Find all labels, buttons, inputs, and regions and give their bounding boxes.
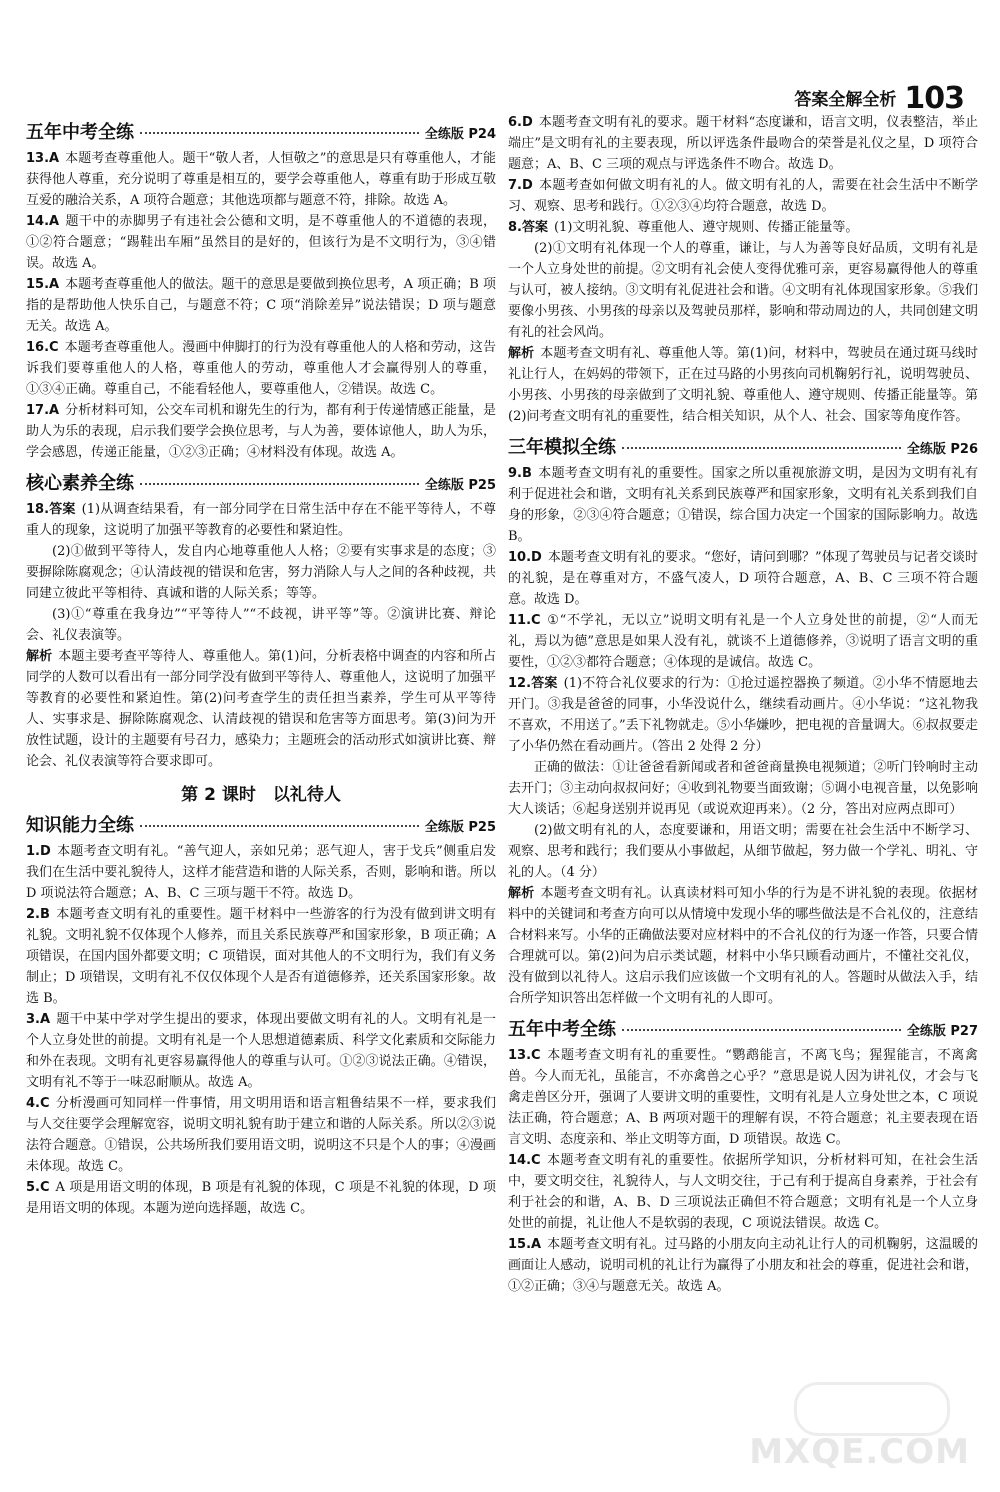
answer-item bbox=[26, 400, 496, 463]
answer-number: 14.C bbox=[508, 1153, 541, 1168]
answer-text: 分析漫画可知同样一件事情，用文明用语和语言粗鲁结果不一样，要求我们与人交往要学会理解宽容，说明文明礼貌有助于建立和谐的人际关系。所以②③说法符合题意。①错误，公共场所我们要用语文明，说明这不只是个人的事；④漫画未体现。故选 C。 bbox=[26, 1096, 496, 1174]
answer-text: 题干中的赤脚男子有违社会公德和文明，是不尊重他人的不道德的表现，①②符合题意；“踢鞋出车厢”虽然目的是好的，但该行为是不文明行为，③④错误。故选 A。 bbox=[26, 214, 496, 271]
section-page-ref: 全练版 P25 bbox=[424, 478, 496, 493]
answer-list bbox=[508, 1045, 978, 1297]
answer-item bbox=[26, 337, 496, 400]
answer-number: 15.A bbox=[26, 277, 60, 292]
watermark-text: MXQE.COM bbox=[749, 1432, 970, 1472]
answer-item bbox=[508, 883, 978, 1009]
answer-item bbox=[26, 274, 496, 337]
answer-number: 16.C bbox=[26, 340, 59, 355]
answer-number: 10.D bbox=[508, 550, 542, 565]
answer-number: 1.D bbox=[26, 844, 51, 859]
header-title: 答案全解全析 bbox=[794, 90, 897, 110]
dotted-leader bbox=[622, 447, 901, 449]
section-title: 五年中考全练 bbox=[26, 122, 134, 143]
answer-item bbox=[26, 604, 496, 646]
answer-item bbox=[26, 1009, 496, 1093]
answer-text: (1)从调查结果看，有一部分同学在日常生活中存在不能平等待人，不尊重人的现象，这说明了加强平等教育的必要性和紧迫性。 bbox=[26, 502, 496, 538]
dotted-leader bbox=[622, 1029, 901, 1031]
answer-item bbox=[508, 757, 978, 820]
answer-number: 6.D bbox=[508, 115, 533, 130]
answer-text: 本题考查尊重他人。漫画中伸脚打的行为没有尊重他人的人格和劳动，这告诉我们要尊重他人的人格，尊重他人的劳动，尊重他人才会赢得别人的尊重，①③④正确。尊重自己，不能看轻他人，要尊重他人，②错误。故选 C。 bbox=[26, 340, 496, 397]
answer-item bbox=[26, 148, 496, 211]
dotted-leader bbox=[140, 132, 419, 134]
answer-list bbox=[508, 463, 978, 1009]
answer-item bbox=[26, 211, 496, 274]
answer-text: 本题主要考查平等待人、尊重他人。第(1)问，分析表格中调查的内容和所占同学的人数可以看出有一部分同学没有做到平等待人、尊重他人，这说明了加强平等教育的必要性和紧迫性。第(2)问考查学生的责任担当素养，学生可从平等待人、实事求是、摒除陈腐观念、认清歧视的错误和危害等方面思考。第(3)问为开放性试题，设计的主题要有号召力，感染力；主题班会的活动形式如演讲比赛、辩论会、礼仪表演等符合要求即可。 bbox=[26, 649, 496, 769]
answer-text: (1)不符合礼仪要求的行为：①抢过遥控器换了频道。②小华不情愿地去开门。③我是爸爸的同事，小华没说什么，继续看动画片。④小华说：“这礼物我不喜欢，不用送了。”丢下礼物就走。⑤小华嫌吵，把电视的音量调大。⑥叔叔要走了小华仍然在看动画片。（答出 2 处得 2 分） bbox=[508, 676, 978, 754]
answer-item bbox=[508, 1150, 978, 1234]
section-page-ref: 全练版 P25 bbox=[424, 820, 496, 835]
answer-text: 本题考查文明有礼的要求。题干材料“态度谦和，语言文明，仪表整洁，举止端庄”是文明有礼的主要表现，所以评选条件最吻合的荣誉是礼仪之星，D 项符合题意；A、B、C 三项的观点与评选条件不吻合。故选 D。 bbox=[508, 115, 978, 172]
section-header bbox=[508, 433, 978, 459]
answer-item bbox=[508, 1045, 978, 1150]
section-title: 五年中考全练 bbox=[508, 1019, 616, 1040]
answer-text: (1)文明礼貌、尊重他人、遵守规则、传播正能量等。 bbox=[553, 220, 859, 235]
answer-list bbox=[26, 841, 496, 1219]
section-header bbox=[26, 118, 496, 144]
answer-text: 本题考查文明有礼的重要性。国家之所以重视旅游文明，是因为文明有礼有利于促进社会和谐，文明有礼关系到民族尊严和国家形象，文明有礼关系到我们自身的形象，②③④符合题意；①错误，综合国力决定一个国家的国际影响力。故选 B。 bbox=[508, 466, 978, 544]
answer-number: 8.答案 bbox=[508, 220, 548, 235]
dotted-leader bbox=[140, 483, 419, 485]
answer-text: (2)做文明有礼的人，态度要谦和，用语文明；需要在社会生活中不断学习、观察、思考和践行；我们要从小事做起，从细节做起，努力做一个学礼、明礼、守礼的人。（4 分） bbox=[508, 823, 978, 880]
answer-item bbox=[508, 463, 978, 547]
answer-item bbox=[26, 1093, 496, 1177]
answer-number: 18.答案 bbox=[26, 502, 76, 517]
right-column bbox=[508, 112, 978, 1297]
answer-item bbox=[508, 820, 978, 883]
answer-number: 13.A bbox=[26, 151, 60, 166]
answer-list bbox=[26, 499, 496, 772]
page-number: 103 bbox=[904, 81, 964, 116]
answer-text: 题干中某中学对学生提出的要求，体现出要做文明有礼的人。文明有礼是一个人立身处世的前提。文明有礼是一个人思想道德素质、科学文化素质和交际能力和外在表现。文明有礼更容易赢得他人的尊重与认可。①②③说法正确。④错误，文明有礼不等于一味忍耐顺从。故选 A。 bbox=[26, 1012, 496, 1090]
answer-text: 本题考查尊重他人。题干“敬人者，人恒敬之”的意思是只有尊重他人，才能获得他人尊重，充分说明了尊重是相互的，要学会尊重他人，尊重有助于形成互敬互爱的融洽关系，A 项符合题意；其他选项都与题意不符，排除。故选 A。 bbox=[26, 151, 496, 208]
answer-number: 13.C bbox=[508, 1048, 541, 1063]
answer-text: 本题考查如何做文明有礼的人。做文明有礼的人，需要在社会生活中不断学习、观察、思考和践行。①②③④均符合题意，故选 D。 bbox=[508, 178, 978, 214]
answer-text: 正确的做法：①让爸爸看新闻或者和爸爸商量换电视频道；②听门铃响时主动去开门；③主动向叔叔问好；④收到礼物要当面致谢；⑤调小电视音量，以免影响大人谈话；⑥起身送别并说再见（或说欢迎再来）。（2 分，答出对应两点即可） bbox=[508, 760, 978, 817]
answer-number: 9.B bbox=[508, 466, 532, 481]
answer-list bbox=[508, 112, 978, 427]
answer-number: 解析 bbox=[508, 886, 535, 901]
answer-text: 本题考查文明有礼的重要性。“鹦鹉能言，不离飞鸟；猩猩能言，不离禽兽。今人而无礼，虽能言，不亦禽兽之心乎？”意思是说人因为讲礼仪，才会与飞禽走兽区分开，强调了人要讲文明的重要性，文明有礼是人立身处世之本，C 项说法正确，符合题意；A、B 两项对题干的理解有误，不符合题意；礼主要表现在语言文明、态度亲和、举止文明等方面，D 项错误。故选 C。 bbox=[508, 1048, 978, 1147]
answer-item bbox=[508, 1234, 978, 1297]
answer-text: 本题考查文明有礼的重要性。题干材料中一些游客的行为没有做到讲文明有礼貌。文明礼貌不仅体现个人修养，而且关系民族尊严和国家形象，B 项正确；A 项错误，在国内国外都要文明；C 项错误，面对其他人的不文明行为，我们有义务制止；D 项错误，文明有礼不仅仅体现个人是否有道德修养，还关系国家形象。故选 B。 bbox=[26, 907, 496, 1006]
section-title: 知识能力全练 bbox=[26, 815, 134, 836]
answer-text: 本题考查文明有礼的重要性。依据所学知识，分析材料可知，在社会生活中，要文明交往，礼貌待人，与人文明交往，于己有利于提高自身素养，于社会有利于社会的和谐，A、B、D 三项说法正确但不符合题意；文明有礼是一个人立身处世的前提，礼让他人不是软弱的表现，C 项说法错误。故选 C。 bbox=[508, 1153, 978, 1231]
section-header bbox=[508, 1015, 978, 1041]
answer-text: 本题考查文明有礼。“善气迎人，亲如兄弟；恶气迎人，害于戈兵”侧重启发我们在生活中要礼貌待人，这样才能营造和谐的人际关系，否则，影响和谐。所以 D 项说法符合题意；A、B、C 三项与题干不符。故选 D。 bbox=[26, 844, 496, 901]
answer-text: 本题考查尊重他人的做法。题干的意思是要做到换位思考，A 项正确；B 项指的是帮助他人快乐自己，与题意不符；C 项“消除差异”说法错误；D 项与题意无关。故选 A。 bbox=[26, 277, 496, 334]
section-page-ref: 全练版 P24 bbox=[424, 127, 496, 142]
section-title: 三年模拟全练 bbox=[508, 437, 616, 458]
answer-text: 本题考查文明有礼。认真读材料可知小华的行为是不讲礼貌的表现。依据材料中的关键词和考查方向可以从情境中发现小华的哪些做法是不合礼仪的，注意结合材料来写。小华的正确做法要对应材料中的不合礼仪的行为逐一作答，只要合情合理就可以。第(2)问为启示类试题，材料中小华只顾看动画片，不懂社交礼仪，没有做到以礼待人。这启示我们应该做一个文明有礼的人。答题时从做法入手，结合所学知识答出怎样做一个文明有礼的人即可。 bbox=[508, 886, 978, 1006]
answer-number: 12.答案 bbox=[508, 676, 558, 691]
answer-number: 解析 bbox=[26, 649, 53, 664]
section-header bbox=[26, 469, 496, 495]
watermark bbox=[749, 1382, 970, 1472]
answer-text: 本题考查文明有礼。过马路的小朋友向主动礼让行人的司机鞠躬，这温暖的画面让人感动，说明司机的礼让行为赢得了小朋友和社会的尊重，促进社会和谐，①②正确；③④与题意无关。故选 A。 bbox=[508, 1237, 978, 1294]
answer-text: (2)①做到平等待人，发自内心地尊重他人人格；②要有实事求是的态度；③要摒除陈腐观念；④认清歧视的错误和危害，努力消除人与人之间的各种歧视，共同建立彼此平等相待、真诚和谐的人际关系；等等。 bbox=[26, 544, 496, 601]
answer-item bbox=[26, 499, 496, 541]
answer-item bbox=[26, 841, 496, 904]
answer-number: 7.D bbox=[508, 178, 533, 193]
left-column bbox=[26, 112, 496, 1219]
answer-text: A 项是用语文明的体现，B 项是有礼貌的体现，C 项是不礼貌的体现，D 项是用语文明的体现。本题为逆向选择题，故选 C。 bbox=[26, 1180, 496, 1216]
section-title: 核心素养全练 bbox=[26, 473, 134, 494]
section-header bbox=[26, 811, 496, 837]
answer-item bbox=[508, 112, 978, 175]
answer-text: (3)①“尊重在我身边”“平等待人”“不歧视，讲平等”等。②演讲比赛、辩论会、礼仪表演等。 bbox=[26, 607, 496, 643]
dotted-leader bbox=[140, 825, 419, 827]
page-header bbox=[794, 70, 964, 116]
answer-item bbox=[26, 646, 496, 772]
answer-number: 14.A bbox=[26, 214, 60, 229]
answer-number: 11.C bbox=[508, 613, 541, 628]
answer-item bbox=[508, 610, 978, 673]
answer-number: 2.B bbox=[26, 907, 50, 922]
answer-item bbox=[26, 541, 496, 604]
answer-item bbox=[26, 904, 496, 1009]
answer-item bbox=[508, 238, 978, 343]
answer-item bbox=[508, 673, 978, 757]
answer-text: (2)①文明有礼体现一个人的尊重，谦让，与人为善等良好品质，文明有礼是一个人立身处世的前提。②文明有礼会使人变得优雅可亲，更容易赢得他人的尊重与认可，被人接纳。③文明有礼促进社会和谐。④文明有礼体现国家形象。⑤我们要像小男孩、小男孩的母亲以及驾驶员那样，影响和带动周边的人，共同创建文明有礼的社会风尚。 bbox=[508, 241, 978, 340]
answer-item bbox=[508, 217, 978, 238]
section-page-ref: 全练版 P26 bbox=[906, 442, 978, 457]
answer-text: 本题考查文明有礼的要求。“您好，请问到哪？”体现了驾驶员与记者交谈时的礼貌，是在尊重对方，不盛气凌人，D 项符合题意，A、B、C 三项不符合题意。故选 D。 bbox=[508, 550, 978, 607]
answer-text: ①“不学礼，无以立”说明文明有礼是一个人立身处世的前提，②“人而无礼，焉以为德”意思是如果人没有礼，就谈不上道德修养，③说明了语言文明的重要性，①②③都符合题意；④体现的是诚信。故选 C。 bbox=[508, 613, 978, 670]
answer-text: 分析材料可知，公交车司机和谢先生的行为，都有利于传递情感正能量，是助人为乐的表现，启示我们要学会换位思考，与人为善，要体谅他人，助人为乐，学会感恩，传递正能量，①②③正确；④材料没有体现。故选 A。 bbox=[26, 403, 496, 460]
answer-item bbox=[508, 175, 978, 217]
answer-number: 15.A bbox=[508, 1237, 542, 1252]
answer-item bbox=[26, 1177, 496, 1219]
answer-number: 17.A bbox=[26, 403, 60, 418]
answer-list bbox=[26, 148, 496, 463]
answer-number: 5.C bbox=[26, 1180, 50, 1195]
section-page-ref: 全练版 P27 bbox=[906, 1024, 978, 1039]
answer-text: 本题考查文明有礼、尊重他人等。第(1)问，材料中，驾驶员在通过斑马线时礼让行人，在妈妈的带领下，正在过马路的小男孩向司机鞠躬行礼，说明驾驶员、小男孩、小男孩的母亲做到了文明礼貌、尊重他人、遵守规则、传播正能量等。第(2)问考查文明有礼的重要性，结合相关知识，从个人、社会、国家等角度作答。 bbox=[508, 346, 978, 424]
answer-number: 3.A bbox=[26, 1012, 51, 1027]
answer-number: 解析 bbox=[508, 346, 535, 361]
answer-item bbox=[508, 343, 978, 427]
lesson-title: 第 2 课时 以礼待人 bbox=[181, 785, 341, 805]
watermark-logo-shape bbox=[794, 1382, 950, 1436]
answer-number: 4.C bbox=[26, 1096, 50, 1111]
answer-item bbox=[508, 547, 978, 610]
